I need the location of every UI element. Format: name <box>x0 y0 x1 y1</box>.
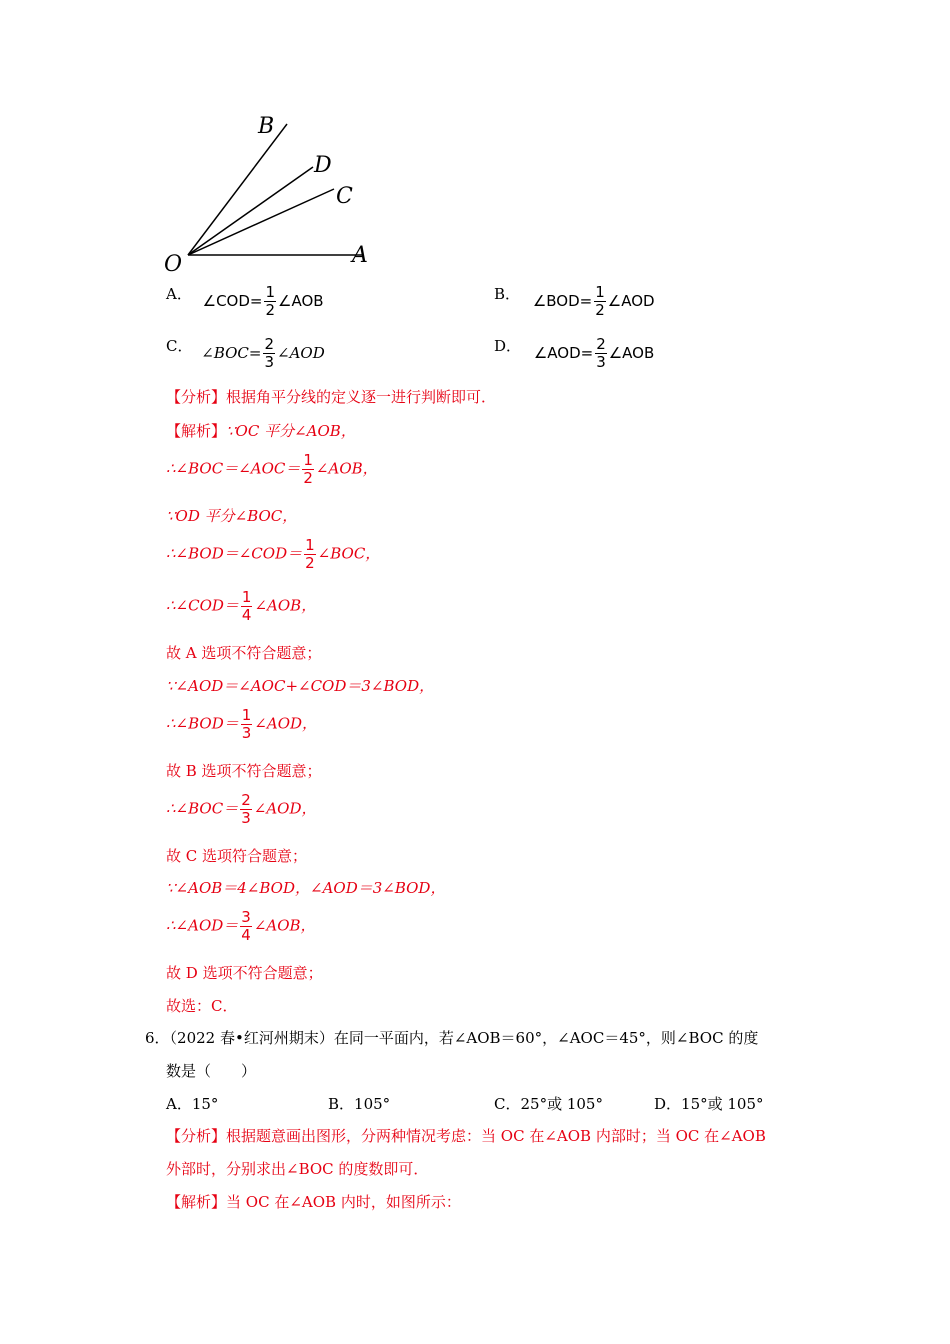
question-6-analysis-1: 【分析】根据题意画出图形，分两种情况考虑：当 OC 在∠AOB 内部时；当 OC 在∠AOB <box>166 1127 766 1145</box>
solution-line-15: 故选：C． <box>166 997 238 1015</box>
fraction: $\frac{1}{2}$ <box>303 451 313 487</box>
label-o: O <box>164 252 183 277</box>
solution-line-8: ∴∠BOD＝ $\frac{1}{3}$ ∠AOD， <box>166 706 318 742</box>
analysis <box>166 387 496 407</box>
solution-line-13: ∴∠AOD＝ $\frac{3}{4}$ ∠AOB， <box>166 908 316 944</box>
question-6-line-2: 数是（ ） <box>166 1062 257 1080</box>
solution-line-1: 【解析】∵OC 平分∠AOB， <box>166 422 356 440</box>
option-b <box>494 284 655 319</box>
option-c-fraction: $\frac{2}{3}$ <box>264 335 275 371</box>
fraction: $\frac{2}{3}$ <box>241 791 251 827</box>
option-d-fraction: $\frac{2}{3}$ <box>596 335 606 371</box>
question-6-analysis-2: 外部时，分别求出∠BOC 的度数即可． <box>166 1160 429 1178</box>
fraction: $\frac{3}{4}$ <box>241 908 251 944</box>
angle-figure <box>0 0 950 290</box>
solution-line-11: 故 C 选项符合题意； <box>166 847 308 865</box>
label-b: B <box>258 114 275 139</box>
solution-line-7: ∵∠AOD＝∠AOC+∠COD＝3∠BOD， <box>166 677 435 695</box>
option-c-post: ∠AOD <box>277 343 325 362</box>
option-b-fraction: $\frac{1}{2}$ <box>595 283 605 319</box>
question-6-option-b: B．105° <box>328 1095 391 1113</box>
solution-line-14: 故 D 选项不符合题意； <box>166 964 323 982</box>
option-b-post: ∠AOD <box>607 292 655 310</box>
solution-line-6: 故 A 选项不符合题意； <box>166 644 322 662</box>
solution-line-10: ∴∠BOC＝ $\frac{2}{3}$ ∠AOD， <box>166 791 317 827</box>
question-6-line-1: 6．（2022 春•红河州期末）在同一平面内，若∠AOB＝60°，∠AOC＝45°，则∠BOC 的度 <box>145 1029 759 1047</box>
option-c <box>166 336 325 371</box>
solution-line-9: 故 B 选项不符合题意； <box>166 762 322 780</box>
option-c-pre: ∠BOC= <box>201 343 262 362</box>
label-a: A <box>352 243 368 268</box>
option-b-letter: B． <box>494 285 521 303</box>
solution-line-12: ∵∠AOB＝4∠BOD，∠AOD＝3∠BOD， <box>166 879 446 897</box>
question-6-option-c: C．25°或 105° <box>494 1095 603 1113</box>
option-c-letter: C． <box>166 337 193 355</box>
analysis-tag: 【分析】 <box>166 388 227 406</box>
option-a-fraction: $\frac{1}{2}$ <box>265 283 276 319</box>
ray-oc <box>188 189 334 255</box>
question-6-option-d: D．15°或 105° <box>654 1095 764 1113</box>
solution-line-5: ∴∠COD＝ $\frac{1}{4}$ ∠AOB， <box>166 588 317 624</box>
option-d-pre: ∠AOD= <box>533 344 594 362</box>
option-d <box>494 336 654 371</box>
fraction: $\frac{1}{2}$ <box>305 536 315 572</box>
fraction: $\frac{1}{4}$ <box>241 588 252 624</box>
option-a-post: ∠AOB <box>278 292 324 310</box>
analysis-text: 根据角平分线的定义逐一进行判断即可． <box>226 388 497 406</box>
question-6-solution-tag: 【解析】 <box>166 1193 227 1211</box>
solution-line-3: ∵OD 平分∠BOC， <box>166 507 298 525</box>
question-6-analysis-tag: 【分析】 <box>166 1127 227 1145</box>
solution-line-2: ∴∠BOC＝∠AOC＝ $\frac{1}{2}$ ∠AOB， <box>166 451 378 487</box>
question-6-option-a: A．15° <box>166 1095 219 1113</box>
option-b-pre: ∠BOD= <box>532 292 593 310</box>
solution-tag: 【解析】 <box>166 422 227 440</box>
option-a-pre: ∠COD= <box>202 292 263 310</box>
option-d-post: ∠AOB <box>608 344 655 362</box>
ray-ob <box>188 124 287 255</box>
option-a-letter: A． <box>166 285 192 303</box>
question-6-solution-1: 【解析】当 OC 在∠AOB 内时，如图所示： <box>166 1193 461 1211</box>
ray-od <box>188 167 313 255</box>
option-d-letter: D． <box>494 337 522 355</box>
solution-line-4: ∴∠BOD＝∠COD＝ $\frac{1}{2}$ ∠BOC， <box>166 536 381 572</box>
option-a <box>166 284 324 319</box>
fraction: $\frac{1}{3}$ <box>241 706 252 742</box>
label-c: C <box>336 184 353 209</box>
label-d: D <box>314 153 332 178</box>
